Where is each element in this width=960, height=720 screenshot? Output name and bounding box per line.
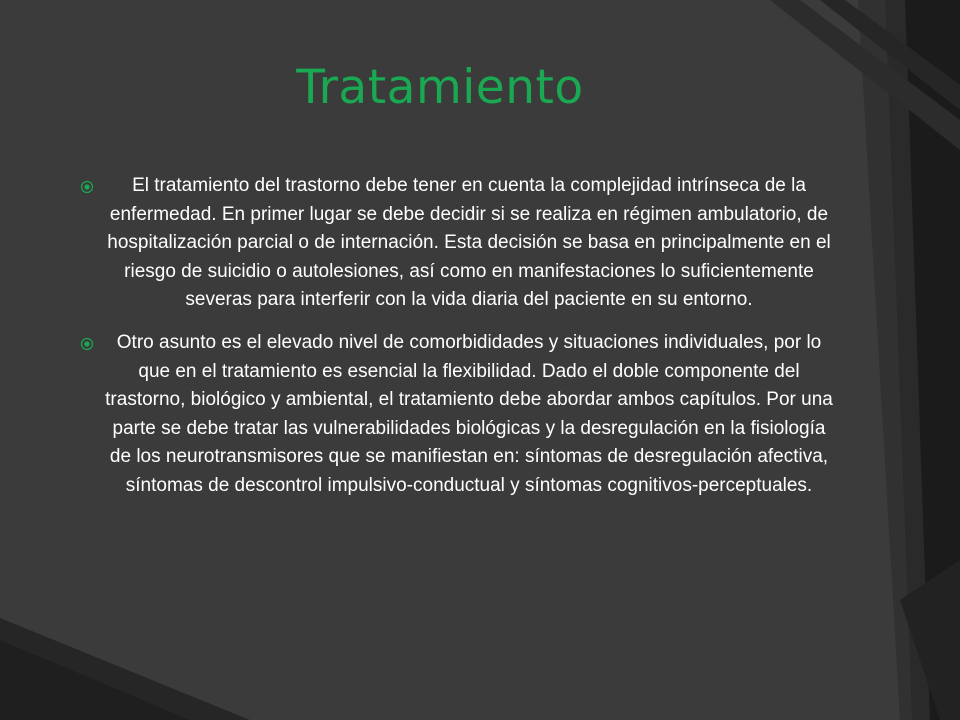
circle-dot-icon: [80, 337, 94, 351]
circle-dot-icon: [80, 180, 94, 194]
slide-title: Tratamiento: [296, 60, 584, 115]
bottom-left-mid-band: [0, 640, 190, 720]
bullet-item-2: [80, 329, 836, 501]
bullet-text-1: El tratamiento del trastorno debe tener en cuenta la complejidad intrínseca de la enfermedad. En primer lugar se debe decidir si se realiza en régimen ambulatorio, de hospitalización parcial o de internación. Esta decisión se basa en principalmente en el riesgo de suicidio o autolesiones, así como en manifestaciones lo suficientemente severas para interferir con la vida diaria del paciente en su entorno.: [107, 175, 831, 311]
bullet-text-2: Otro asunto es el elevado nivel de comorbididades y situaciones individuales, por lo que en el tratamiento es esencial la flexibilidad. Dado el doble componente del trastorno, biológico y ambiental, el tratamiento debe abordar ambos capítulos. Por una parte se debe tratar las vulnerabilidades biológicas y la desregulación en la fisiología de los neurotransmisores que se manifiestan en: síntomas de desregulación afectiva, síntomas de descontrol impulsivo-conductual y síntomas cognitivos-perceptuales.: [105, 331, 833, 496]
bullet-item-1: [80, 172, 836, 315]
bullet-list: [80, 172, 836, 515]
